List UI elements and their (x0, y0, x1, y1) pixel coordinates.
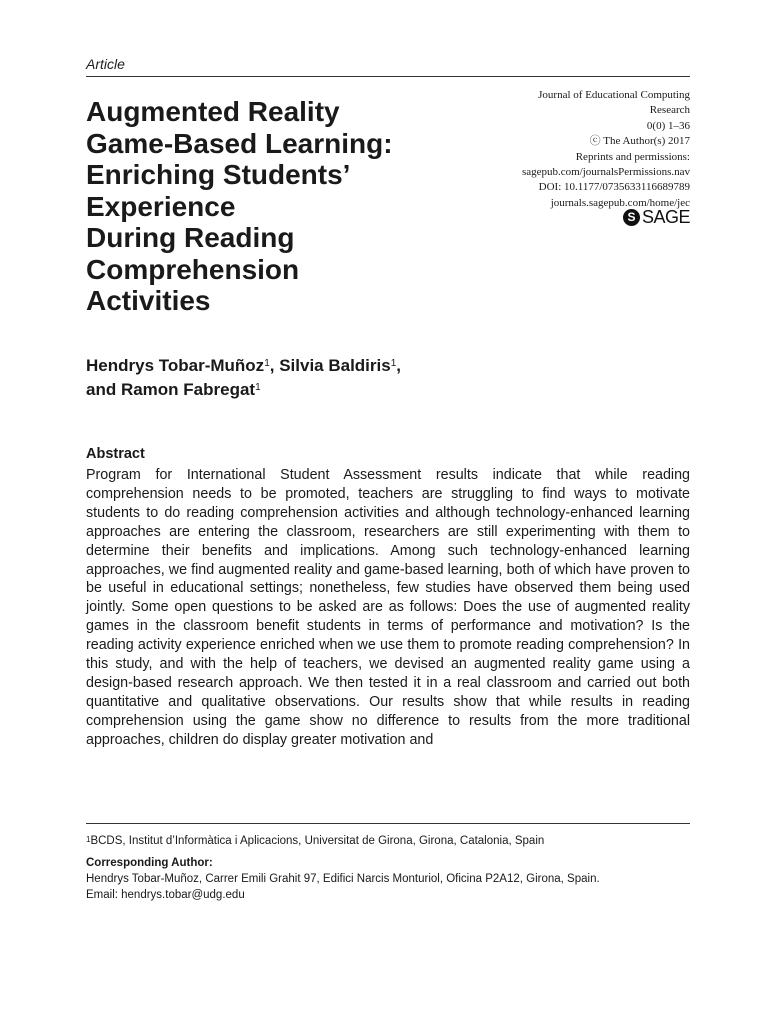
affiliation-marker: 1 (264, 358, 270, 369)
title-line: Augmented Reality (86, 96, 340, 127)
journal-name-continued: Research (649, 104, 690, 117)
title-line: Experience (86, 190, 236, 222)
title-line: During Reading (86, 222, 295, 253)
journal-homepage-link[interactable]: journals.sagepub.com/home/jec (550, 196, 690, 209)
copyright-notice: ⓒ The Author(s) 2017 (589, 135, 690, 148)
author-name: and Ramon Fabregat (86, 380, 256, 399)
reprints-label: Reprints and permissions: (575, 150, 690, 163)
author-name: Silvia Baldiris (279, 356, 391, 375)
footnote-divider (86, 823, 690, 824)
journal-name: Journal of Educational Computing (538, 89, 690, 101)
sage-logo (623, 206, 690, 228)
title-line: Comprehension (86, 253, 300, 285)
author-name: Hendrys Tobar-Muñoz (86, 356, 265, 375)
title-line: Enriching Students’ (86, 159, 351, 190)
affiliation-marker: 1 (390, 358, 397, 369)
affiliation-marker: 1 (86, 835, 91, 844)
corresponding-author-email[interactable]: Email: hendrys.tobar@udg.edu (86, 889, 245, 901)
corresponding-author-address: Hendrys Tobar-Muñoz, Carrer Emili Grahit 97, Edifici Narcis Monturiol, Oficina P2A12, Girona, Spain. (86, 873, 600, 885)
journal-info-block (450, 88, 690, 211)
header-divider (86, 76, 690, 77)
title-line: Game-Based Learning: (86, 127, 393, 159)
author-list (86, 354, 646, 402)
permissions-link[interactable]: sagepub.com/journalsPermissions.nav (521, 166, 690, 179)
sage-wordmark: SAGE (641, 206, 690, 227)
affiliation-text: BCDS, Institut d’Informàtica i Aplicacions, Universitat de Girona, Girona, Catalonia, Spain (90, 835, 545, 847)
author-separator: , (396, 356, 401, 375)
corresponding-author-block (86, 855, 690, 903)
sage-mark-icon: S (623, 209, 640, 226)
title-line: Activities (86, 285, 211, 316)
affiliation-footnote (86, 833, 690, 849)
article-type-label: Article (86, 56, 125, 72)
author-separator: , (269, 356, 280, 375)
journal-issue: 0(0) 1–36 (646, 119, 690, 132)
abstract-heading: Abstract (86, 446, 145, 462)
corresponding-author-heading: Corresponding Author: (86, 857, 213, 869)
paper-title (86, 96, 486, 317)
affiliation-marker: 1 (255, 382, 261, 393)
abstract-text: Program for International Student Assessment results indicate that while reading comprehension needs to be promoted, teachers are struggling to find ways to motivate students to do reading comprehension activities and although technology-enhanced learning approaches are entering the classroom, researchers are still experimenting with them to determine their benefits and implications. Among such technology-enhanced learning approaches, we find augmented reality and game-based learning, both of which have proven to be useful in educational settings; nonetheless, few studies have observed them being used jointly. Some open questions to be asked are as follows: Does the use of augmented reality games in the classroom benefit students in terms of performance and motivation? Is the reading activity experience enriched when we use them to promote reading comprehension? In this study, and with the help of teachers, we devised an augmented reality game using a design-based research approach. We then tested it in a real classroom and carried out both quantitative and qualitative observations. Our results show that while results in reading comprehension using the game show no difference to results from the more traditional approaches, children do display greater motivation and (86, 467, 690, 748)
doi[interactable]: DOI: 10.1177/0735633116689789 (538, 181, 690, 194)
